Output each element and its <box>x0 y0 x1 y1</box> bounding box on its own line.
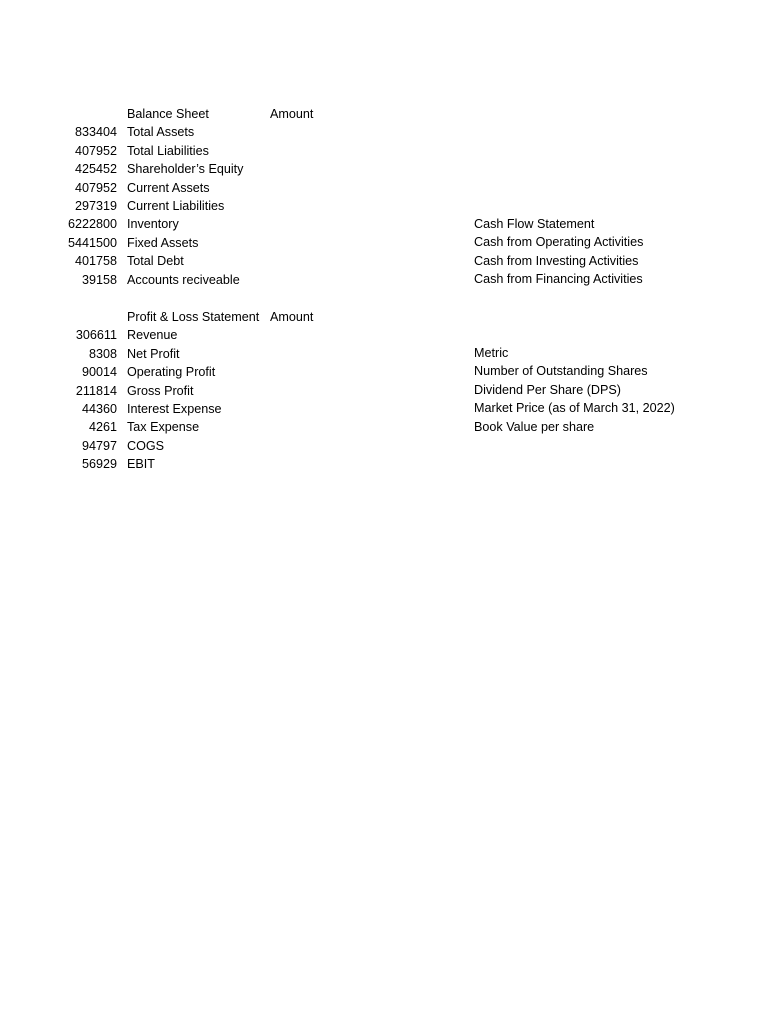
pl-header: Profit & Loss Statement <box>127 310 260 324</box>
row-label: Gross Profit <box>127 383 194 398</box>
row-value: 407952 <box>74 143 117 158</box>
row-value: 94797 <box>81 438 117 453</box>
row-label: Net Profit <box>127 346 180 361</box>
metric-header: Metric <box>474 346 509 360</box>
balance-sheet-amount-header: Amount <box>270 107 314 121</box>
row-value: 401758 <box>74 254 117 269</box>
list-item: Number of Outstanding Shares <box>474 364 648 379</box>
row-value: 297319 <box>74 199 117 213</box>
list-item: Cash from Financing Activities <box>474 272 643 287</box>
row-label: Fixed Assets <box>127 235 199 250</box>
list-item: Dividend Per Share (DPS) <box>474 382 621 397</box>
row-label: Operating Profit <box>127 365 216 380</box>
row-label: Tax Expense <box>127 420 200 435</box>
row-value: 44360 <box>81 402 117 416</box>
list-item: Cash from Investing Activities <box>474 253 639 268</box>
row-value: 39158 <box>81 272 117 287</box>
row-value: 90014 <box>81 365 117 380</box>
pl-amount-header: Amount <box>270 310 314 324</box>
list-item: Cash from Operating Activities <box>474 235 644 250</box>
row-label: Total Assets <box>127 125 195 140</box>
row-value: 56929 <box>81 457 117 472</box>
row-label: Total Liabilities <box>127 143 209 158</box>
balance-sheet-header: Balance Sheet <box>127 107 209 121</box>
row-value: 6222800 <box>67 217 117 232</box>
row-label: Inventory <box>127 217 179 232</box>
row-label: Revenue <box>127 328 178 343</box>
cash-flow-header: Cash Flow Statement <box>474 217 595 231</box>
row-value: 833404 <box>74 125 117 140</box>
row-value: 407952 <box>74 180 117 195</box>
row-value: 306611 <box>75 328 117 343</box>
row-value: 4261 <box>88 420 117 435</box>
row-label: COGS <box>127 438 165 453</box>
row-label: Current Assets <box>127 180 210 195</box>
row-label: Total Debt <box>127 254 184 269</box>
row-value: 425452 <box>74 162 117 177</box>
row-label: Accounts reciveable <box>127 272 240 287</box>
row-label: EBIT <box>127 457 155 472</box>
row-value: 8308 <box>88 346 117 361</box>
row-value: 5441500 <box>67 235 117 250</box>
row-label: Current Liabilities <box>127 199 225 213</box>
row-label: Shareholder’s Equity <box>127 162 244 177</box>
row-value: 211814 <box>75 383 117 398</box>
list-item: Market Price (as of March 31, 2022) <box>474 401 675 416</box>
row-label: Interest Expense <box>127 402 222 416</box>
list-item: Book Value per share <box>474 419 595 434</box>
